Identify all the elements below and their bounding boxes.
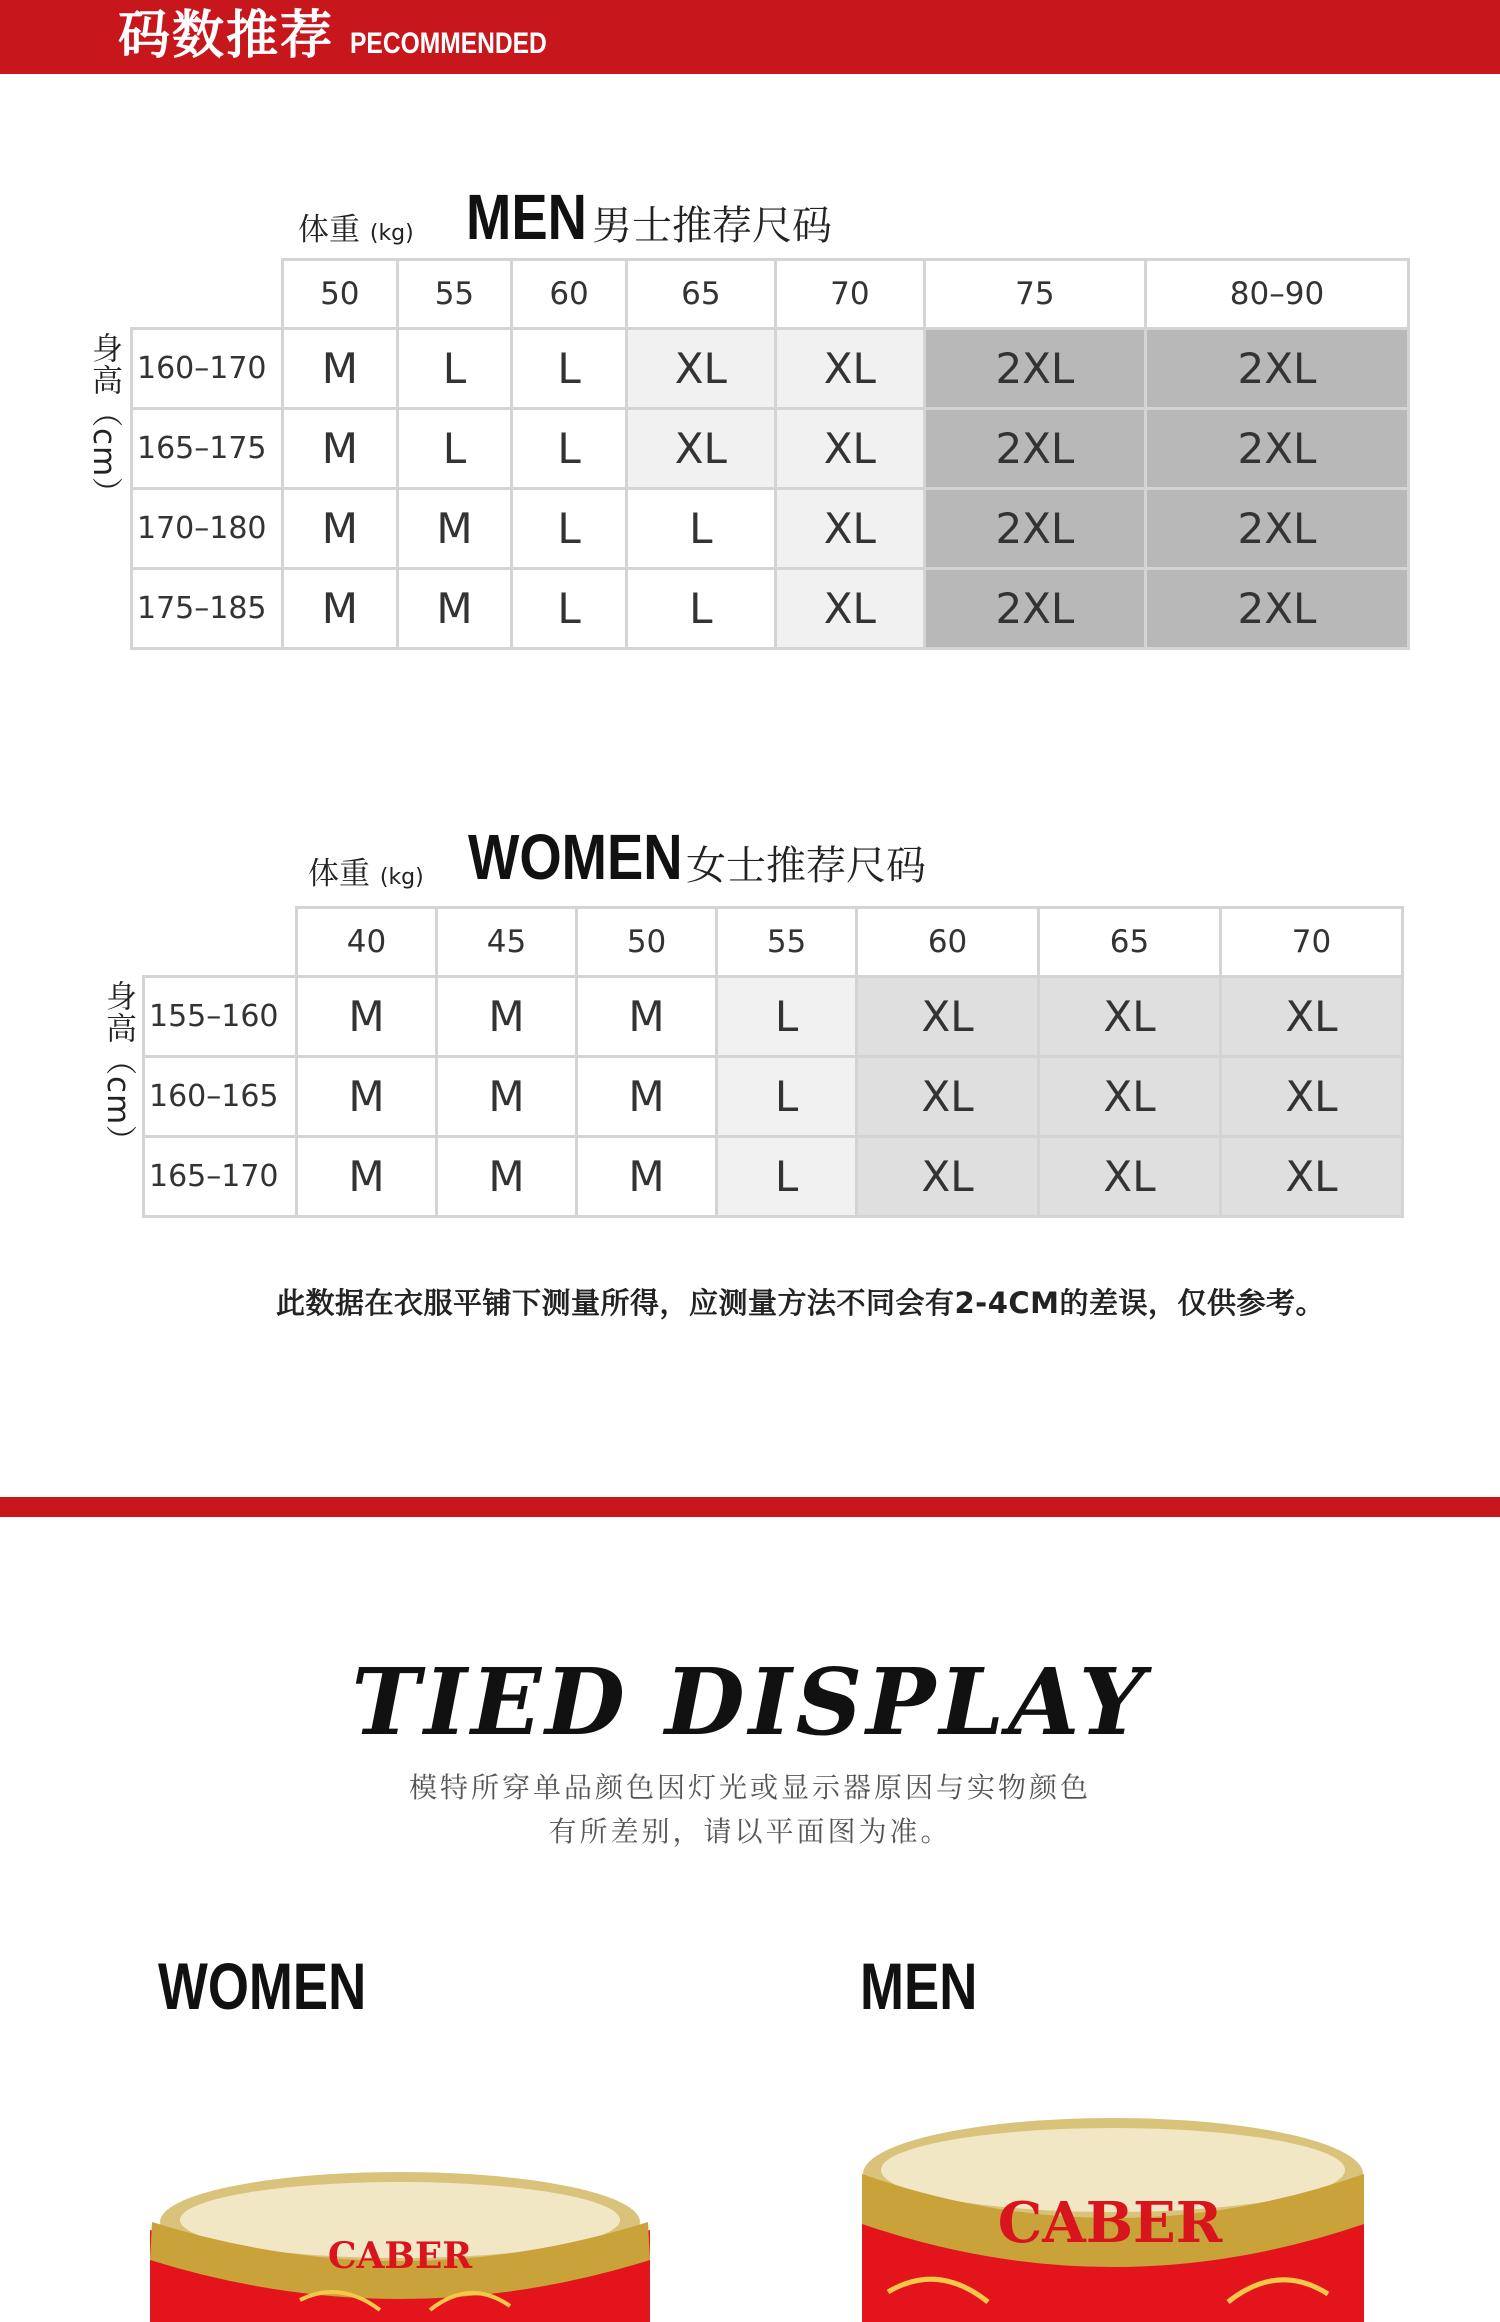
size-cell: XL bbox=[1039, 977, 1221, 1057]
brand-logo: CABER bbox=[327, 2235, 473, 2277]
size-cell: M bbox=[297, 977, 437, 1057]
women-title-cn: 女士推荐尺码 bbox=[686, 843, 926, 889]
size-cell: XL bbox=[1221, 1057, 1403, 1137]
size-cell: XL bbox=[775, 569, 924, 649]
table-corner bbox=[132, 260, 283, 329]
weight-header: 60 bbox=[857, 908, 1039, 977]
tied-desc-line1: 模特所穿单品颜色因灯光或显示器原因与实物颜色 bbox=[408, 1771, 1091, 1804]
size-cell: M bbox=[297, 1137, 437, 1217]
men-title-cn: 男士推荐尺码 bbox=[592, 203, 832, 249]
size-cell: L bbox=[717, 1057, 857, 1137]
size-cell: L bbox=[626, 489, 775, 569]
men-model-label: MEN bbox=[860, 1949, 978, 2023]
weight-header: 65 bbox=[626, 260, 775, 329]
size-cell: 2XL bbox=[1145, 409, 1408, 489]
weight-header: 50 bbox=[577, 908, 717, 977]
men-size-table bbox=[130, 258, 1410, 650]
size-cell: 2XL bbox=[1145, 569, 1408, 649]
size-cell: L bbox=[397, 329, 512, 409]
size-cell: XL bbox=[775, 329, 924, 409]
size-cell: L bbox=[717, 1137, 857, 1217]
size-cell: XL bbox=[1221, 1137, 1403, 1217]
measurement-note: 此数据在衣服平铺下测量所得，应测量方法不同会有2-4CM的差误，仅供参考。 bbox=[276, 1286, 1326, 1320]
size-cell: M bbox=[283, 329, 398, 409]
brand-logo: CABER bbox=[997, 2190, 1223, 2256]
women-weight-text: 体重 bbox=[308, 856, 370, 892]
size-cell: XL bbox=[1039, 1137, 1221, 1217]
weight-header: 80–90 bbox=[1145, 260, 1408, 329]
size-cell: M bbox=[283, 569, 398, 649]
women-model-label: WOMEN bbox=[158, 1949, 367, 2023]
section-divider bbox=[0, 1497, 1500, 1517]
weight-header: 75 bbox=[924, 260, 1145, 329]
size-cell: M bbox=[577, 977, 717, 1057]
size-cell: M bbox=[437, 977, 577, 1057]
size-cell: 2XL bbox=[924, 489, 1145, 569]
size-cell: M bbox=[577, 1137, 717, 1217]
height-row-header: 160–165 bbox=[144, 1057, 297, 1137]
height-row-header: 170–180 bbox=[132, 489, 283, 569]
size-cell: 2XL bbox=[924, 409, 1145, 489]
women-product-photo bbox=[130, 2160, 650, 2322]
men-weight-label bbox=[298, 204, 414, 249]
women-weight-label bbox=[308, 848, 424, 893]
height-row-header: 175–185 bbox=[132, 569, 283, 649]
weight-header: 60 bbox=[512, 260, 627, 329]
size-cell: M bbox=[297, 1057, 437, 1137]
weight-header: 40 bbox=[297, 908, 437, 977]
height-row-header: 165–175 bbox=[132, 409, 283, 489]
size-cell: M bbox=[283, 489, 398, 569]
size-cell: L bbox=[512, 409, 627, 489]
women-height-label: 身高（cm） bbox=[100, 980, 136, 1158]
size-cell: 2XL bbox=[924, 329, 1145, 409]
size-cell: M bbox=[437, 1057, 577, 1137]
size-cell: L bbox=[512, 329, 627, 409]
size-cell: XL bbox=[775, 489, 924, 569]
size-cell: 2XL bbox=[1145, 329, 1408, 409]
size-cell: L bbox=[717, 977, 857, 1057]
banner-subtitle: PECOMMENDED bbox=[350, 27, 547, 60]
tied-display-title: TIED DISPLAY bbox=[351, 1648, 1149, 1756]
banner-title: 码数推荐 bbox=[118, 6, 335, 66]
size-cell: L bbox=[626, 569, 775, 649]
size-cell: M bbox=[397, 489, 512, 569]
weight-header: 70 bbox=[1221, 908, 1403, 977]
size-cell: XL bbox=[857, 1057, 1039, 1137]
size-cell: L bbox=[512, 489, 627, 569]
weight-header: 70 bbox=[775, 260, 924, 329]
weight-header: 55 bbox=[397, 260, 512, 329]
weight-header: 55 bbox=[717, 908, 857, 977]
height-row-header: 165–170 bbox=[144, 1137, 297, 1217]
size-cell: XL bbox=[1039, 1057, 1221, 1137]
women-title-en: WOMEN bbox=[468, 821, 683, 893]
size-cell: 2XL bbox=[1145, 489, 1408, 569]
weight-header: 45 bbox=[437, 908, 577, 977]
size-cell: L bbox=[512, 569, 627, 649]
men-title-en: MEN bbox=[466, 181, 587, 253]
size-cell: M bbox=[577, 1057, 717, 1137]
women-size-table bbox=[142, 906, 1404, 1218]
size-cell: M bbox=[283, 409, 398, 489]
size-cell: XL bbox=[857, 977, 1039, 1057]
size-cell: XL bbox=[775, 409, 924, 489]
men-height-label: 身高（cm） bbox=[86, 332, 122, 510]
size-cell: M bbox=[437, 1137, 577, 1217]
women-weight-unit: (kg) bbox=[379, 865, 424, 890]
height-row-header: 155–160 bbox=[144, 977, 297, 1057]
tied-desc-line2: 有所差别，请以平面图为准。 bbox=[548, 1815, 952, 1848]
men-weight-unit: (kg) bbox=[369, 221, 414, 246]
size-cell: XL bbox=[857, 1137, 1039, 1217]
size-cell: XL bbox=[626, 409, 775, 489]
size-cell: XL bbox=[1221, 977, 1403, 1057]
size-cell: 2XL bbox=[924, 569, 1145, 649]
table-corner bbox=[144, 908, 297, 977]
weight-header: 50 bbox=[283, 260, 398, 329]
height-row-header: 160–170 bbox=[132, 329, 283, 409]
size-cell: XL bbox=[626, 329, 775, 409]
weight-header: 65 bbox=[1039, 908, 1221, 977]
size-cell: M bbox=[397, 569, 512, 649]
men-weight-text: 体重 bbox=[298, 212, 360, 248]
size-cell: L bbox=[397, 409, 512, 489]
men-product-photo bbox=[848, 2112, 1368, 2322]
